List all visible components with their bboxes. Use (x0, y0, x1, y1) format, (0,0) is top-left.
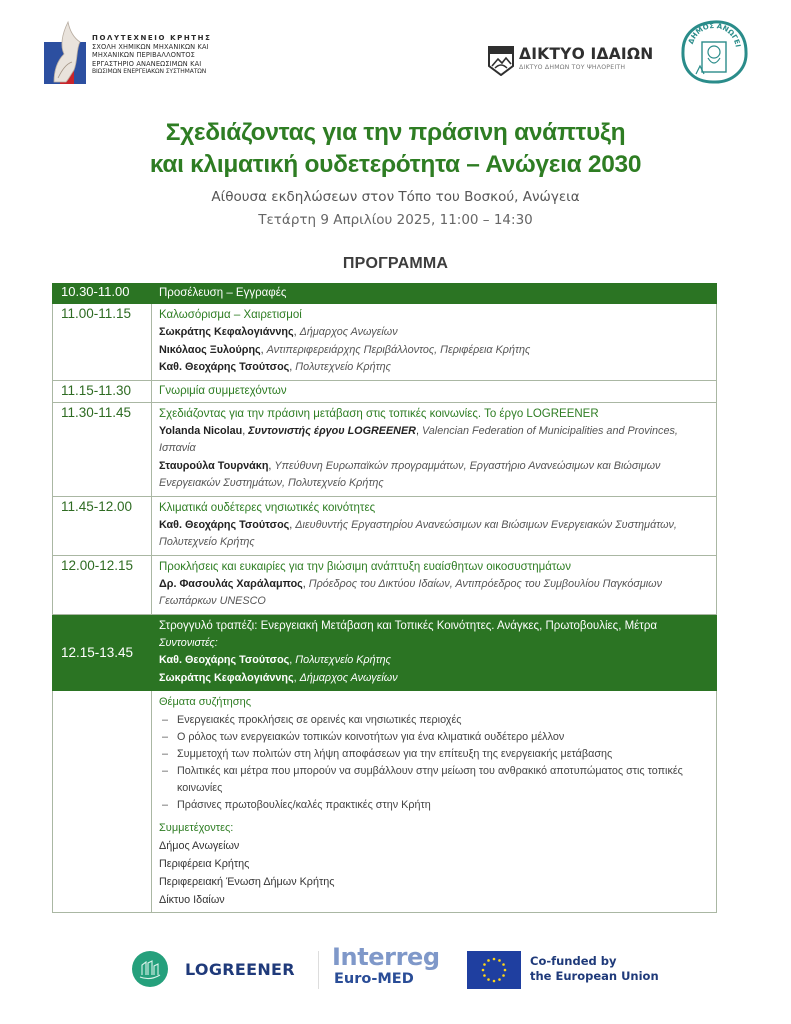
eu-star-icon (487, 978, 490, 981)
speaker-role: Διευθυντής Εργαστηρίου Ανανεώσιμων και Βιώσιμων Ενεργειακών Συστημάτων, Πολυτεχνείο Κρήτης (159, 518, 677, 548)
university-name (92, 34, 212, 77)
eu-star-icon (483, 974, 486, 977)
university-line-2: ΣΧΟΛΗ ΧΗΜΙΚΩΝ ΜΗΧΑΝΙΚΩΝ ΚΑΙ (92, 42, 209, 51)
dash-bullet: – (162, 748, 169, 760)
eu-star-icon (493, 958, 496, 961)
eu-cofunded-line-2: the European Union (530, 969, 659, 983)
idaion-network-title: ΔΙΚΤΥΟ ΙΔΑΙΩΝ (519, 45, 654, 63)
participant: Περιφέρεια Κρήτης (159, 858, 250, 870)
speaker: Καθ. Θεοχάρης Τσούτσος, Πολυτεχνείο Κρήτης (159, 654, 391, 666)
moderators-label-text: Συντονιστές: (159, 636, 218, 649)
university-line-1: ΠΟΛΥΤΕΧΝΕΙΟ ΚΡΗΤΗΣ (92, 34, 212, 42)
session-topic: Στρογγυλό τραπέζι: Ενεργειακή Μετάβαση και Τοπικές Κοινότητες. Ανάγκες, Πρωτοβουλίες, Μέτρα (159, 619, 658, 632)
discussion-topic-text: Πράσινες πρωτοβουλίες/καλές πρακτικές στην Κρήτη (177, 799, 431, 811)
participant: Δήμος Ανωγείων (159, 840, 240, 852)
svg-text:ΔΗΜΟΣ ΑΝΩΓΕΙΩΝ: ΔΗΜΟΣ ΑΝΩΓΕΙ (686, 21, 742, 48)
speaker-role: Πολυτεχνείο Κρήτης (295, 361, 391, 373)
speaker-name: Σωκράτης Κεφαλογιάννης (159, 671, 294, 684)
speaker-role: Πολυτεχνείο Κρήτης (295, 654, 391, 666)
event-title-line-2: και κλιματική ουδετερότητα – Ανώγεια 2030 (149, 151, 642, 178)
discussion-content (152, 691, 717, 913)
speaker: Καθ. Θεοχάρης Τσούτσος, Διευθυντής Εργαστηρίου Ανανεώσιμων και Βιώσιμων Ενεργειακών Συστημάτων, Πολυτεχνείο Κρήτης (159, 518, 677, 548)
schedule-row (53, 496, 717, 555)
discussion-topics-list (159, 712, 710, 814)
logreener-logo-icon (132, 951, 168, 987)
footer-divider (318, 951, 319, 989)
speaker-role: Δήμαρχος Ανωγείων (299, 671, 398, 684)
discussion-heading: Θέματα συζήτησης (159, 696, 252, 708)
speaker-name: Yolanda Nicolau (159, 424, 243, 437)
discussion-topic (159, 763, 710, 797)
session-time: 11.30-11.45 (53, 402, 152, 496)
speaker: Σταυρούλα Τουρνάκη, Υπεύθυνη Ευρωπαϊκών προγραμμάτων, Εργαστήριο Ανανεώσιμων και Βιώσιμων Ενεργειακών Συστημάτων, Πολυτεχνείο Κρήτης (159, 459, 661, 489)
session-content (152, 304, 717, 381)
idaion-network-subtitle: ΔΙΚΤΥΟ ΔΗΜΩΝ ΤΟΥ ΨΗΛΟΡΕΙΤΗ (519, 64, 626, 71)
speaker-role: Valencian Federation of Municipalities and Provinces, Ισπανία (159, 424, 678, 454)
dash-bullet: – (162, 714, 169, 726)
speaker-role: Πρόεδρος του Δικτύου Ιδαίων, Αντιπρόεδρος του Συμβουλίου Παγκόσμιων Γεωπάρκων UNESCO (159, 577, 662, 607)
eu-star-icon (482, 969, 485, 972)
session-topic: Προκλήσεις και ευκαιρίες για την βιώσιμη ανάπτυξη ευαίσθητων οικοσυστημάτων (159, 560, 572, 573)
session-time-empty (53, 691, 152, 913)
eu-star-icon (502, 963, 505, 966)
session-content (152, 555, 717, 614)
eu-star-icon (504, 969, 507, 972)
session-time: 11.15-11.30 (53, 380, 152, 402)
session-time: 12.15-13.45 (53, 614, 152, 691)
euromed-logo-text: Euro-MED (334, 971, 414, 987)
dash-bullet: – (162, 799, 169, 811)
speaker: Yolanda Nicolau, Συντονιστής έργου LOGREENER, Valencian Federation of Municipalities and Provinces, Ισπανία (159, 424, 678, 454)
schedule-row (53, 284, 717, 304)
eu-cofunded-text (530, 954, 659, 984)
eu-flag-icon (467, 951, 521, 989)
university-logo-icon (44, 20, 86, 84)
dash-bullet: – (162, 765, 169, 777)
speaker-name: Καθ. Θεοχάρης Τσούτσος (159, 361, 290, 373)
session-time: 11.00-11.15 (53, 304, 152, 381)
participant: Δίκτυο Ιδαίων (159, 894, 225, 906)
schedule-row (53, 614, 717, 691)
session-content (152, 496, 717, 555)
speaker-role-emphasis: Συντονιστής έργου LOGREENER (248, 424, 416, 437)
dash-bullet: – (162, 731, 169, 743)
speaker: Δρ. Φασουλάς Χαράλαμπος, Πρόεδρος του Δικτύου Ιδαίων, Αντιπρόεδρος του Συμβουλίου Παγκόσμιων Γεωπάρκων UNESCO (159, 577, 662, 607)
idaion-network-logo-icon (488, 46, 514, 76)
speaker-name: Καθ. Θεοχάρης Τσούτσος (159, 518, 290, 531)
eu-star-icon (483, 963, 486, 966)
logreener-name: LOGREENER (185, 960, 295, 979)
speaker-name: Σωκράτης Κεφαλογιάννης (159, 326, 294, 338)
event-datetime: Τετάρτη 9 Απριλίου 2025, 11:00 – 14:30 (258, 212, 533, 228)
session-content (152, 284, 717, 304)
speaker: Σωκράτης Κεφαλογιάννης, Δήμαρχος Ανωγείων (159, 671, 398, 684)
event-title-line-1: Σχεδιάζοντας για την πράσινη ανάπτυξη (165, 119, 626, 146)
session-topic: Προσέλευση – Εγγραφές (159, 287, 287, 299)
speaker-role: Δήμαρχος Ανωγείων (299, 326, 398, 338)
session-topic: Σχεδιάζοντας για την πράσινη μετάβαση στις τοπικές κοινωνίες. Το έργο LOGREENER (159, 407, 599, 420)
discussion-topic-text: Ενεργειακές προκλήσεις σε ορεινές και νησιωτικές περιοχές (177, 714, 462, 726)
discussion-topic-text: Συμμετοχή των πολιτών στη λήψη αποφάσεων για την επίτευξη της ενεργειακής μετάβασης (177, 748, 613, 760)
session-content (152, 402, 717, 496)
speaker-name: Νικόλαος Ξυλούρης (159, 343, 261, 356)
discussion-topic-text: Πολιτικές και μέτρα που μπορούν να συμβάλλουν στην μείωση του ανθρακικό αποτυπώματος στις τοπικές κοινωνίες (177, 765, 683, 794)
discussion-topic (159, 746, 710, 763)
discussion-topic-text: Ο ρόλος των ενεργειακών τοπικών κοινοτήτων για ένα κλιματικά ουδέτερο μέλλον (177, 731, 565, 743)
discussion-topic (159, 729, 710, 746)
program-heading: ΠΡΟΓΡΑΜΜΑ (342, 255, 449, 272)
speaker-name: Δρ. Φασουλάς Χαράλαμπος (159, 577, 303, 590)
eu-star-icon (502, 974, 505, 977)
schedule-row (53, 691, 717, 913)
university-line-4: ΕΡΓΑΣΤΗΡΙΟ ΑΝΑΝΕΩΣΙΜΩΝ ΚΑΙ (92, 59, 202, 68)
eu-cofunded-line-1: Co-funded by (530, 954, 617, 968)
anogeia-municipality-seal-icon (680, 20, 748, 84)
participants-heading: Συμμετέχοντες: (159, 822, 234, 834)
eu-star-icon (498, 959, 501, 962)
session-time: 10.30-11.00 (53, 284, 152, 304)
participant: Περιφερειακή Ένωση Δήμων Κρήτης (159, 876, 335, 888)
speaker: Νικόλαος Ξυλούρης, Αντιπεριφερειάρχης Περιβάλλοντος, Περιφέρεια Κρήτης (159, 343, 531, 356)
session-topic: Κλιματικά ουδέτερες νησιωτικές κοινότητες (159, 501, 376, 514)
speaker-role: Υπεύθυνη Ευρωπαϊκών προγραμμάτων, Εργαστήριο Ανανεώσιμων και Βιώσιμων Ενεργειακών Συστημάτων, Πολυτεχνείο Κρήτης (159, 459, 661, 489)
discussion-topic (159, 797, 710, 814)
eu-star-icon (493, 980, 496, 983)
university-line-5: ΒΙΩΣΙΜΩΝ ΕΝΕΡΓΕΙΑΚΩΝ ΣΥΣΤΗΜΑΤΩΝ (92, 68, 207, 76)
interreg-logo-text: Interreg (332, 943, 440, 971)
moderators-label (159, 635, 710, 653)
speaker-name: Σταυρούλα Τουρνάκη (159, 459, 269, 472)
speaker-name: Καθ. Θεοχάρης Τσούτσος (159, 654, 290, 666)
session-content (152, 614, 717, 691)
schedule-row (53, 402, 717, 496)
session-topic: Καλωσόρισμα – Χαιρετισμοί (159, 309, 302, 321)
schedule-row (53, 555, 717, 614)
session-content (152, 380, 717, 402)
speaker: Σωκράτης Κεφαλογιάννης, Δήμαρχος Ανωγείων (159, 326, 398, 338)
session-time: 12.00-12.15 (53, 555, 152, 614)
university-line-3: ΜΗΧΑΝΙΚΩΝ ΠΕΡΙΒΑΛΛΟΝΤΟΣ (92, 51, 196, 60)
event-venue: Αίθουσα εκδηλώσεων στον Τόπο του Βοσκού, Ανώγεια (211, 189, 580, 205)
schedule-row (53, 304, 717, 381)
schedule-row (53, 380, 717, 402)
session-time: 11.45-12.00 (53, 496, 152, 555)
eu-star-icon (487, 959, 490, 962)
session-topic: Γνωριμία συμμετεχόντων (159, 384, 287, 397)
speaker: Καθ. Θεοχάρης Τσούτσος, Πολυτεχνείο Κρήτης (159, 361, 391, 373)
eu-star-icon (498, 978, 501, 981)
program-schedule-table (52, 283, 717, 913)
speaker-role: Αντιπεριφερειάρχης Περιβάλλοντος, Περιφέρεια Κρήτης (266, 343, 531, 356)
participants-list (159, 837, 710, 909)
discussion-topic (159, 712, 710, 729)
